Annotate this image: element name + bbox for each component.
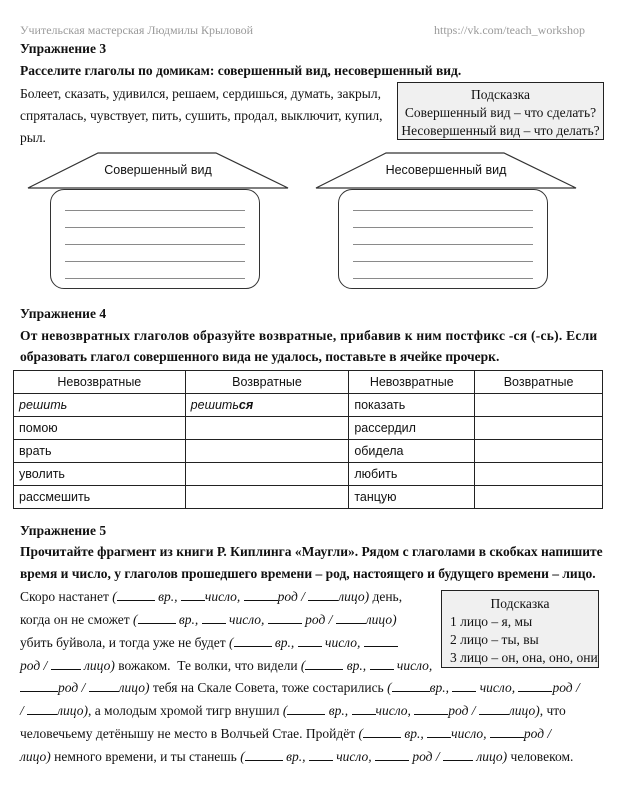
house-label-perfective: Совершенный вид [104,163,212,177]
ex5-title: Упражнение 5 [20,523,107,538]
passage-line-2: когда он не сможет ( вр., число, род / лицо) [20,612,397,627]
table-cell: танцую [349,486,475,509]
house-label-perfective-wrap [26,163,290,177]
header-left: Учительская мастерская Людмилы Крыловой [20,23,254,37]
table-answer-cell[interactable] [475,486,603,509]
table-cell: помою [14,417,186,440]
ex3-task: Расселите глаголы по домикам: совершенный вид, несовершенный вид. [20,63,462,78]
table-header-row [14,371,603,394]
ex3-hint-title: Подсказка [471,87,530,102]
table-answer-cell[interactable] [475,417,603,440]
table-answer-cell[interactable] [475,440,603,463]
table-header: Возвратные [475,371,603,394]
table-cell: любить [349,463,475,486]
table-cell-example: решить [14,394,186,417]
house-label-imperfective: Несовершенный вид [385,163,507,177]
passage-line-5: род / лицо) тебя на Скале Совета, тоже состарились ( вр., число, род / [20,680,580,696]
ex3-hint-box [397,82,604,140]
table-header: Возвратные [185,371,349,394]
house-body-imperfective[interactable] [338,189,548,289]
table-row [14,463,603,486]
table-row [14,440,603,463]
table-cell-example-answer [185,394,349,417]
table-header: Невозвратные [349,371,475,394]
ex4-task-1: От невозвратных глаголов образуйте возвратные, прибавив к ним постфикс -ся (-сь). Если [20,328,598,343]
ex3-hint-line-2: Несовершенный вид – что делать? [401,123,600,138]
table-answer-cell[interactable] [185,463,349,486]
table-answer-cell[interactable] [185,486,349,509]
ex3-words-2: спряталась, чувствует, пить, сушить, продал, выключит, купил, [20,108,383,123]
table-answer-cell[interactable] [475,394,603,417]
passage-line-8: лицо) немного времени, и ты станешь ( вр., число, род / лицо) человеком. [20,749,574,764]
table-cell: уволить [14,463,186,486]
ex3-title: Упражнение 3 [20,41,107,56]
table-cell: врать [14,440,186,463]
example-suffix: ся [238,398,254,412]
table-cell: показать [349,394,475,417]
table-row [14,417,603,440]
house-label-imperfective-wrap [314,163,578,177]
table-cell: обидела [349,440,475,463]
table-answer-cell[interactable] [185,417,349,440]
table-cell: рассердил [349,417,475,440]
ex3-hint-line-1: Совершенный вид – что сделать? [404,105,597,120]
ex5-hint-line-1: 1 лицо – я, мы [450,614,533,629]
table-header: Невозвратные [14,371,186,394]
ex5-hint-line-3: 3 лицо – он, она, оно, они [450,650,598,665]
ex3-words-3: рыл. [20,130,46,145]
table-answer-cell[interactable] [185,440,349,463]
verbs-table [13,370,603,509]
house-body-perfective[interactable] [50,189,260,289]
ex5-hint-box [441,590,599,668]
example-stem: решить [190,398,239,412]
ex4-task-2: образовать глагол совершенного вида не удалось, поставьте в ячейке прочерк. [20,349,500,364]
ex5-hint-line-2: 2 лицо – ты, вы [450,632,539,647]
passage-line-4: род / лицо) вожаком. Те волки, что видели ( вр., число, [20,658,433,673]
ex5-task-1: Прочитайте фрагмент из книги Р. Киплинга «Маугли». Рядом с глаголами в скобках напишите [20,544,603,559]
ex5-task-2: время и число, у глаголов прошедшего времени – род, настоящего и будущего времени – лицо. [20,566,596,581]
table-row [14,486,603,509]
ex4-title: Упражнение 4 [20,306,107,321]
passage-line-3: убить буйвола, и тогда уже не будет ( вр., число, [20,635,398,651]
table-cell: рассмешить [14,486,186,509]
table-answer-cell[interactable] [475,463,603,486]
passage-line-1: Скоро настанет ( вр., число, род / лицо) день, [20,589,403,604]
passage-line-7: человечьему детёнышу не место в Волчьей Стае. Пройдёт ( вр., число, род / [20,726,552,741]
ex3-words-1: Болеет, сказать, удивился, решаем, сердишься, думать, закрыл, [20,86,381,101]
ex5-hint-title: Подсказка [490,596,550,611]
passage-line-6: / лицо), а молодым хромой тигр внушил ( вр., число, род / лицо), что [20,703,566,718]
table-row [14,394,603,417]
header-right: https://vk.com/teach_workshop [434,23,585,37]
